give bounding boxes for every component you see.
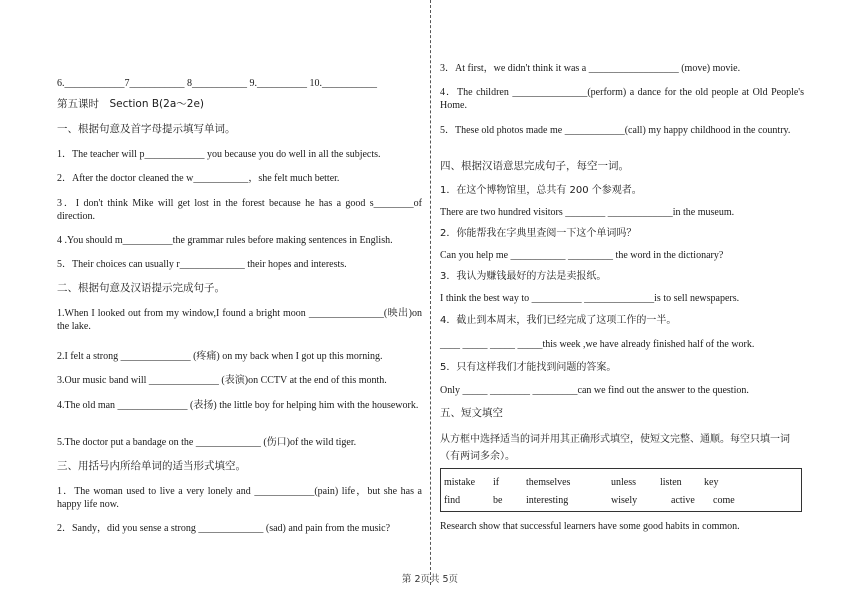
section2-heading: 二、根据句意及汉语提示完成句子。 bbox=[57, 282, 225, 294]
section4-question-3-english: I think the best way to __________ ______________is to sell newspapers. bbox=[440, 293, 740, 304]
section4-question-4-english: ____ _____ _____ _____this week ,we have already finished half of the work. bbox=[440, 339, 755, 350]
section4-question-2-english: Can you help me ___________ _________ the word in the dictionary? bbox=[440, 250, 724, 261]
section2-question-1: 1.When I looked out from my window,I found a bright moon _______________(映出)on the lake. bbox=[57, 308, 422, 332]
section4-question-1-chinese: 1．在这个博物馆里，总共有 200 个参观者。 bbox=[440, 185, 642, 196]
section3-question-5: 5．These old photos made me ____________(call) my happy childhood in the country. bbox=[440, 125, 791, 136]
word-bank-word: find bbox=[444, 495, 461, 506]
section5-heading: 五、短文填空 bbox=[440, 407, 503, 419]
section3-heading: 三、用括号内所给单词的适当形式填空。 bbox=[57, 460, 246, 472]
section4-question-4-chinese: 4．截止到本周末，我们已经完成了这项工作的一半。 bbox=[440, 315, 677, 326]
word-bank-word: wisely bbox=[611, 495, 638, 506]
section2-question-3: 3.Our music band will ______________ (表演)on CCTV at the end of this month. bbox=[57, 375, 387, 386]
section1-question-1: 1．The teacher will p____________ you because you do well in all the subjects. bbox=[57, 149, 381, 160]
word-bank-word: key bbox=[704, 477, 719, 488]
section2-question-4: 4.The old man ______________ (表扬) the little boy for helping him with the housework. bbox=[57, 400, 419, 411]
word-bank-word: be bbox=[493, 495, 503, 506]
section5-instruction: 从方框中选择适当的词并用其正确形式填空，使短文完整、通顺。每空只填一词（有两词多余）。 bbox=[440, 434, 790, 462]
section1-question-4: 4 .You should m__________the grammar rules before making sentences in English. bbox=[57, 235, 393, 246]
section3-question-4: 4．The children _______________(perform) a dance for the old people at Old People's Home. bbox=[440, 87, 804, 111]
word-bank-word: mistake bbox=[444, 477, 476, 488]
section4-heading: 四、根据汉语意思完成句子，每空一词。 bbox=[440, 160, 629, 172]
word-bank-word: come bbox=[713, 495, 735, 506]
word-bank-word: if bbox=[493, 477, 500, 488]
word-bank-word: listen bbox=[660, 477, 682, 488]
section3-question-2: 2．Sandy，did you sense a strong _____________ (sad) and pain from the music? bbox=[57, 523, 391, 534]
passage-first-line: Research show that successful learners have some good habits in common. bbox=[440, 521, 740, 532]
answer-blank-line: 6.____________7___________ 8___________ 9.__________ 10.___________ bbox=[57, 78, 377, 89]
section1-question-2: 2．After the doctor cleaned the w___________，she felt much better. bbox=[57, 173, 340, 184]
section1-question-3: 3．I don't think Mike will get lost in the forest because he has a good s________of direction. bbox=[57, 198, 422, 222]
section1-question-5: 5．Their choices can usually r_____________ their hopes and interests. bbox=[57, 259, 347, 270]
lesson-title: 第五课时 Section B(2a～2e) bbox=[57, 98, 204, 110]
section3-question-3: 3．At first，we didn't think it was a __________________ (move) movie. bbox=[440, 63, 741, 74]
word-bank-row-2 bbox=[441, 495, 801, 508]
word-bank-word: unless bbox=[611, 477, 636, 488]
word-bank-row-1 bbox=[441, 477, 801, 490]
section3-question-1: 1．The woman used to live a very lonely and ____________(pain) life，but she has a happy life now. bbox=[57, 486, 422, 510]
column-divider bbox=[430, 0, 431, 585]
section4-question-3-chinese: 3．我认为赚钱最好的方法是卖报纸。 bbox=[440, 271, 607, 282]
page-footer: 第 2页共 5页 bbox=[401, 574, 459, 585]
section4-question-5-english: Only _____ ________ _________can we find out the answer to the question. bbox=[440, 385, 749, 396]
word-bank-word: interesting bbox=[526, 495, 569, 506]
section2-question-2: 2.I felt a strong ______________ (疼痛) on my back when I got up this morning. bbox=[57, 351, 383, 362]
word-bank-word: themselves bbox=[526, 477, 571, 488]
word-bank-word: active bbox=[671, 495, 695, 506]
section4-question-1-english: There are two hundred visitors ________ _____________in the museum. bbox=[440, 207, 735, 218]
section1-heading: 一、根据句意及首字母提示填写单词。 bbox=[57, 123, 236, 135]
section4-question-2-chinese: 2．你能帮我在字典里查阅一下这个单词吗？ bbox=[440, 228, 637, 239]
section4-question-5-chinese: 5．只有这样我们才能找到问题的答案。 bbox=[440, 362, 617, 373]
section2-question-5: 5.The doctor put a bandage on the _____________ (伤口)of the wild tiger. bbox=[57, 437, 357, 448]
word-bank-box bbox=[440, 468, 802, 512]
